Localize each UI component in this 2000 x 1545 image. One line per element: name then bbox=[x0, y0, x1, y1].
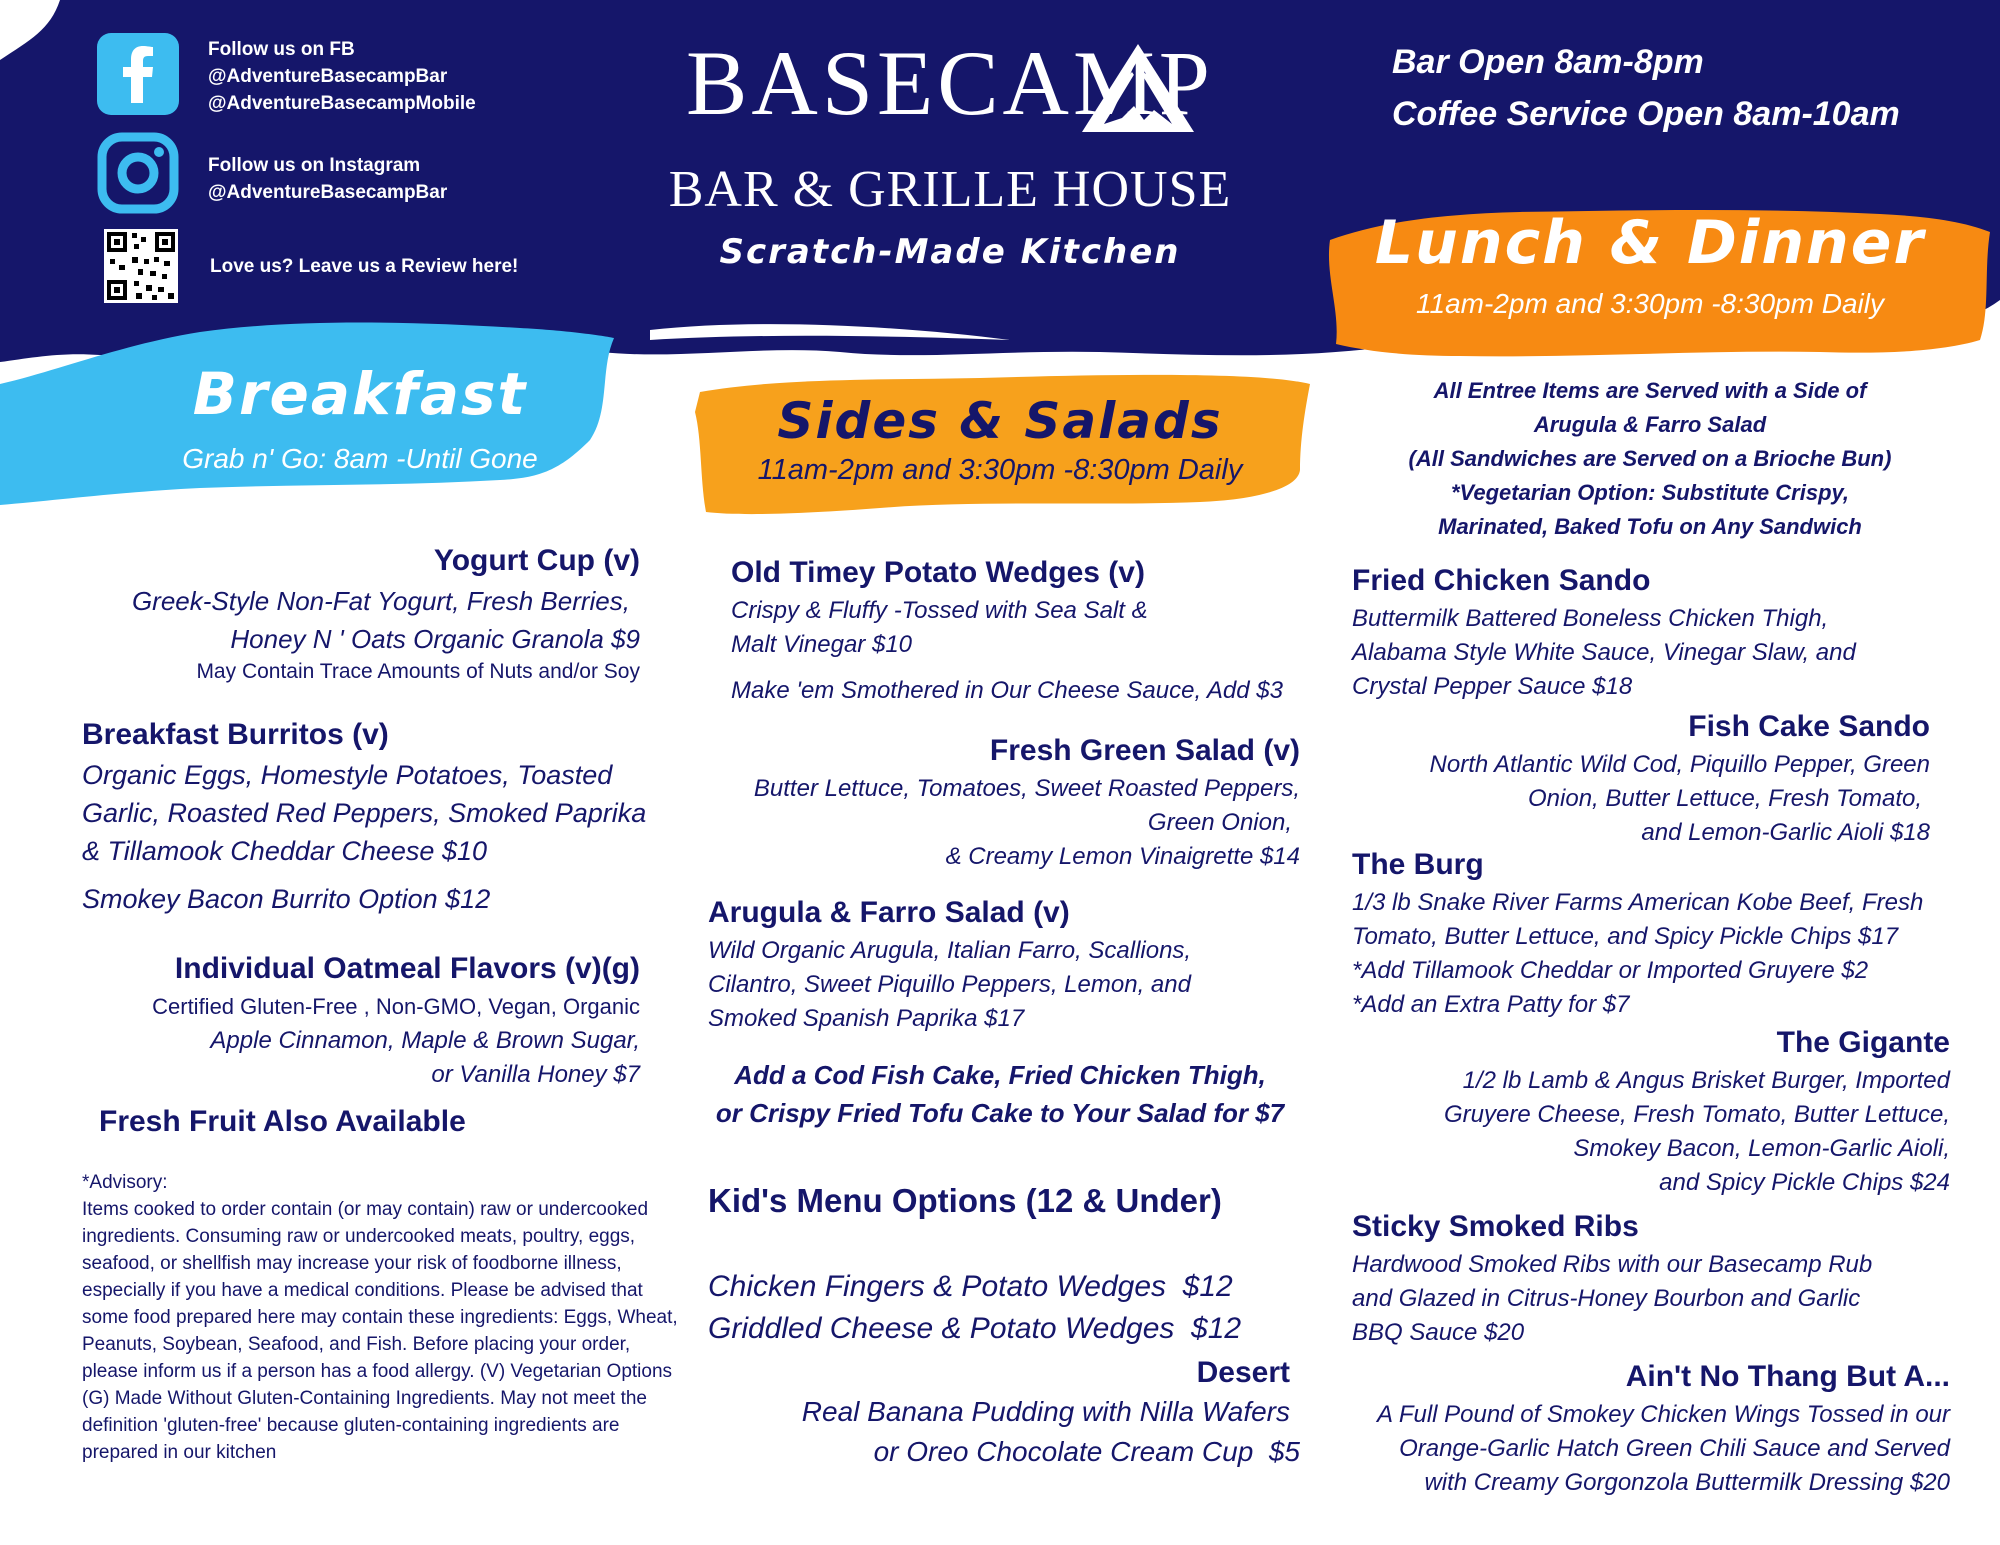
oatmeal-desc-3: or Vanilla Honey $7 bbox=[431, 1061, 640, 1088]
breakfast-subtitle: Grab n' Go: 8am -Until Gone bbox=[182, 443, 538, 474]
chicken-sando-desc-2: Alabama Style White Sauce, Vinegar Slaw, and bbox=[1352, 639, 1856, 666]
arugula-salad-desc-2: Cilantro, Sweet Piquillo Peppers, Lemon, and bbox=[708, 971, 1191, 998]
ribs-desc-1: Hardwood Smoked Ribs with our Basecamp Rub bbox=[1352, 1251, 1873, 1278]
gigante-name: The Gigante bbox=[1776, 1026, 1950, 1059]
entree-note-1: All Entree Items are Served with a Side of bbox=[1433, 378, 1867, 403]
burg-name: The Burg bbox=[1352, 848, 1484, 881]
oatmeal-desc-1: Certified Gluten-Free , Non-GMO, Vegan, Organic bbox=[152, 994, 640, 1019]
ribs-desc-2: and Glazed in Citrus-Honey Bourbon and Garlic bbox=[1352, 1285, 1861, 1312]
gigante-desc-3: Smokey Bacon, Lemon-Garlic Aioli, bbox=[1573, 1135, 1950, 1162]
wings-desc-3: with Creamy Gorgonzola Buttermilk Dressing $20 bbox=[1424, 1469, 1950, 1496]
gigante-desc-2: Gruyere Cheese, Fresh Tomato, Butter Lettuce, bbox=[1443, 1101, 1950, 1128]
sides-title: Sides & Salads bbox=[777, 392, 1223, 450]
kids-menu-items bbox=[708, 1266, 1241, 1350]
facebook-heading: Follow us on FB bbox=[208, 39, 355, 60]
green-salad-desc-2: Green Onion, bbox=[1147, 809, 1292, 836]
sides-subtitle: 11am-2pm and 3:30pm -8:30pm Daily bbox=[757, 454, 1243, 486]
yogurt-item bbox=[80, 544, 640, 684]
yogurt-desc-1: Greek-Style Non-Fat Yogurt, Fresh Berries, bbox=[131, 586, 630, 616]
logo-tagline: Scratch-Made Kitchen bbox=[719, 232, 1181, 272]
advisory-heading: *Advisory: bbox=[82, 1172, 168, 1193]
ribs-desc-3: BBQ Sauce $20 bbox=[1352, 1319, 1525, 1346]
advisory-body: Items cooked to order contain (or may contain) raw or undercooked ingredients. Consuming raw or undercooked meats, poultry, eggs, seafood, or shellfish may increase your risk of foodborne illness, especially if you have a medical conditions. Please be advised that some food prepared here may contain these ingredients: Eggs, Wheat, Peanuts, Soybean, Seafood, and Fish. Before placing your order, please inform us if a person has a food allergy. (V) Vegetarian Options (G) Made Without Gluten-Containing Ingredients. May not meet the definition 'gluten-free' because gluten-containing ingredients are prepared in our kitchen bbox=[82, 1199, 678, 1463]
burrito-name: Breakfast Burritos (v) bbox=[82, 718, 389, 751]
chicken-sando-desc-3: Crystal Pepper Sauce $18 bbox=[1352, 673, 1633, 700]
instagram-info bbox=[208, 152, 447, 206]
burg-desc-3: *Add Tillamook Cheddar or Imported Gruyere $2 bbox=[1352, 957, 1869, 984]
arugula-salad-name: Arugula & Farro Salad (v) bbox=[708, 896, 1070, 929]
oatmeal-name: Individual Oatmeal Flavors (v)(g) bbox=[174, 952, 640, 985]
green-salad-desc-1: Butter Lettuce, Tomatoes, Sweet Roasted Peppers, bbox=[753, 775, 1300, 802]
desert-line-2: or Oreo Chocolate Cream Cup $5 bbox=[873, 1436, 1300, 1467]
fish-sando-name: Fish Cake Sando bbox=[1688, 710, 1930, 743]
facebook-handle-mobile[interactable]: @AdventureBasecampMobile bbox=[208, 93, 476, 114]
chicken-sando-name: Fried Chicken Sando bbox=[1352, 564, 1651, 597]
yogurt-name: Yogurt Cup (v) bbox=[433, 544, 640, 577]
chicken-sando-desc-1: Buttermilk Battered Boneless Chicken Thigh, bbox=[1352, 605, 1829, 632]
entree-note-5: Marinated, Baked Tofu on Any Sandwich bbox=[1438, 514, 1862, 539]
burrito-option: Smokey Bacon Burrito Option $12 bbox=[82, 884, 491, 914]
green-salad-desc-3: & Creamy Lemon Vinaigrette $14 bbox=[945, 843, 1300, 870]
burrito-desc-1: Organic Eggs, Homestyle Potatoes, Toasted bbox=[82, 760, 613, 790]
green-salad-item bbox=[700, 734, 1300, 874]
desert-title: Desert bbox=[1196, 1356, 1290, 1389]
wings-item bbox=[1330, 1360, 1950, 1500]
lunch-subtitle: 11am-2pm and 3:30pm -8:30pm Daily bbox=[1416, 288, 1884, 319]
burg-desc-1: 1/3 lb Snake River Farms American Kobe Beef, Fresh bbox=[1352, 889, 1924, 916]
salad-addon-line-2: or Crispy Fried Tofu Cake to Your Salad for $7 bbox=[715, 1098, 1285, 1128]
gigante-desc-4: and Spicy Pickle Chips $24 bbox=[1659, 1169, 1950, 1196]
facebook-info bbox=[208, 36, 476, 117]
wedges-extra: Make 'em Smothered in Our Cheese Sauce, Add $3 bbox=[731, 677, 1283, 704]
instagram-icon[interactable] bbox=[96, 131, 180, 215]
ribs-item bbox=[1352, 1210, 1972, 1350]
fish-sando-desc-3: and Lemon-Garlic Aioli $18 bbox=[1641, 819, 1930, 846]
burrito-item bbox=[82, 718, 682, 918]
wings-desc-2: Orange-Garlic Hatch Green Chili Sauce and Served bbox=[1399, 1435, 1950, 1462]
wedges-desc-2: Malt Vinegar $10 bbox=[731, 631, 913, 658]
oatmeal-desc-2: Apple Cinnamon, Maple & Brown Sugar, bbox=[210, 1027, 640, 1054]
fish-sando-desc-2: Onion, Butter Lettuce, Fresh Tomato, bbox=[1528, 785, 1922, 812]
hours-block bbox=[1392, 36, 1992, 140]
wedges-name: Old Timey Potato Wedges (v) bbox=[731, 556, 1145, 589]
ribs-name: Sticky Smoked Ribs bbox=[1352, 1210, 1639, 1243]
review-link[interactable]: Love us? Leave us a Review here! bbox=[210, 256, 519, 277]
burg-desc-2: Tomato, Butter Lettuce, and Spicy Pickle Chips $17 bbox=[1352, 923, 1899, 950]
advisory-notice bbox=[82, 1169, 682, 1466]
salad-addon-note bbox=[690, 1056, 1310, 1132]
burrito-desc-2: Garlic, Roasted Red Peppers, Smoked Paprika bbox=[82, 798, 647, 828]
yogurt-note: May Contain Trace Amounts of Nuts and/or Soy bbox=[196, 660, 640, 683]
lunch-title: Lunch & Dinner bbox=[1374, 208, 1926, 278]
wedges-item bbox=[731, 556, 1311, 708]
kids-item-chicken: Chicken Fingers & Potato Wedges $12 bbox=[708, 1270, 1233, 1303]
fish-sando-item bbox=[1330, 710, 1930, 850]
kids-menu-title: Kid's Menu Options (12 & Under) bbox=[708, 1182, 1222, 1219]
yogurt-desc-2: Honey N ' Oats Organic Granola $9 bbox=[230, 624, 640, 654]
kids-item-cheese: Griddled Cheese & Potato Wedges $12 bbox=[708, 1312, 1242, 1345]
wings-name: Ain't No Thang But A... bbox=[1625, 1360, 1950, 1393]
chicken-sando-item bbox=[1352, 564, 1972, 704]
instagram-handle[interactable]: @AdventureBasecampBar bbox=[208, 182, 448, 203]
salad-addon-line-1: Add a Cod Fish Cake, Fried Chicken Thigh, bbox=[734, 1060, 1266, 1090]
entree-note-2: Arugula & Farro Salad bbox=[1533, 412, 1767, 437]
fish-sando-desc-1: North Atlantic Wild Cod, Piquillo Pepper, Green bbox=[1429, 751, 1930, 778]
wings-desc-1: A Full Pound of Smokey Chicken Wings Tossed in our bbox=[1377, 1401, 1950, 1428]
bar-hours: Bar Open 8am-8pm bbox=[1392, 43, 1704, 81]
desert-line-1: Real Banana Pudding with Nilla Wafers bbox=[801, 1396, 1290, 1427]
gigante-item bbox=[1330, 1026, 1950, 1200]
entree-note-4: *Vegetarian Option: Substitute Crispy, bbox=[1450, 480, 1850, 505]
qr-code-icon[interactable] bbox=[104, 229, 178, 303]
facebook-handle-bar[interactable]: @AdventureBasecampBar bbox=[208, 66, 448, 87]
entree-note-3: (All Sandwiches are Served on a Brioche Bun) bbox=[1408, 446, 1892, 471]
oatmeal-item bbox=[80, 952, 640, 1092]
instagram-heading: Follow us on Instagram bbox=[208, 155, 421, 176]
logo-name: BASECAMP bbox=[686, 32, 1214, 134]
desert-items bbox=[700, 1392, 1300, 1472]
breakfast-title: Breakfast bbox=[192, 360, 528, 428]
burrito-desc-3: & Tillamook Cheddar Cheese $10 bbox=[82, 836, 487, 866]
entree-notes bbox=[1340, 374, 1960, 544]
burg-item bbox=[1352, 848, 1972, 1022]
green-salad-name: Fresh Green Salad (v) bbox=[989, 734, 1300, 767]
gigante-desc-1: 1/2 lb Lamb & Angus Brisket Burger, Imported bbox=[1462, 1067, 1950, 1094]
burg-desc-4: *Add an Extra Patty for $7 bbox=[1352, 991, 1630, 1018]
wedges-desc-1: Crispy & Fluffy -Tossed with Sea Salt & bbox=[731, 597, 1148, 624]
logo-subtitle: BAR & GRILLE HOUSE bbox=[668, 161, 1232, 218]
fresh-fruit-note: Fresh Fruit Also Available bbox=[99, 1105, 466, 1138]
arugula-salad-item bbox=[708, 896, 1308, 1036]
coffee-hours: Coffee Service Open 8am-10am bbox=[1392, 95, 1900, 133]
arugula-salad-desc-1: Wild Organic Arugula, Italian Farro, Scallions, bbox=[708, 937, 1192, 964]
arugula-salad-desc-3: Smoked Spanish Paprika $17 bbox=[708, 1005, 1025, 1032]
facebook-icon[interactable] bbox=[97, 33, 179, 115]
